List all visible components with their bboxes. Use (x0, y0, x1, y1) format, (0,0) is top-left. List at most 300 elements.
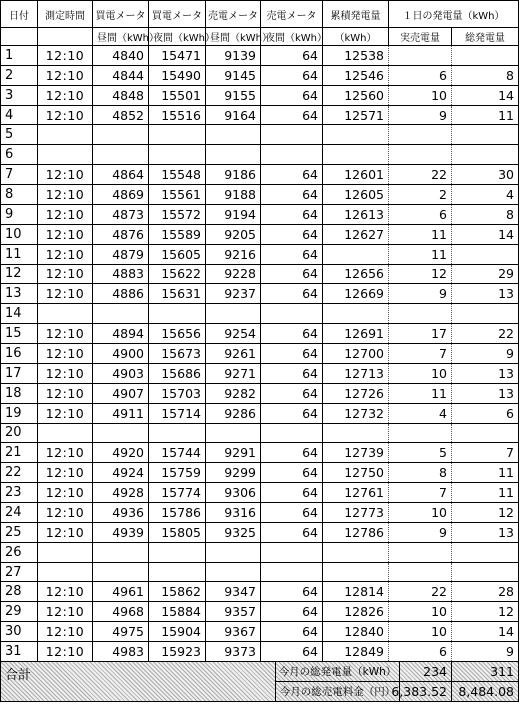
sell-night-cell: 64 (261, 443, 323, 462)
sell-day-cell: 9254 (206, 324, 261, 343)
buy-night-cell: 15471 (149, 46, 206, 65)
header-buy-day: 買電メータ (93, 1, 149, 27)
cumulative-cell (323, 543, 389, 562)
subheader-sell-day: 昼間（kWh） (206, 28, 261, 45)
subheader-sell-night: 夜間（kWh） (261, 28, 323, 45)
header-cumulative: 累積発電量 (323, 1, 389, 27)
actual-sell-cell: 7 (389, 344, 452, 363)
time-cell: 12:10 (38, 205, 93, 224)
sell-night-cell (261, 145, 323, 164)
cumulative-cell: 12691 (323, 324, 389, 343)
cumulative-cell: 12571 (323, 106, 389, 125)
sell-day-cell (206, 125, 261, 144)
day-cell: 26 (0, 543, 38, 562)
buy-night-cell: 15501 (149, 86, 206, 105)
buy-day-cell: 4852 (93, 106, 149, 125)
total-gen-cell: 9 (452, 642, 519, 661)
table-row (0, 284, 519, 304)
total-gen-cell (452, 304, 519, 323)
total-gen-cell: 8 (452, 205, 519, 224)
day-cell: 25 (0, 523, 38, 542)
table-row (0, 483, 519, 503)
time-cell: 12:10 (38, 622, 93, 641)
time-cell: 12:10 (38, 602, 93, 621)
actual-sell-cell: 2 (389, 185, 452, 204)
buy-night-cell: 15805 (149, 523, 206, 542)
actual-sell-cell: 11 (389, 225, 452, 244)
total-gen-cell: 13 (452, 284, 519, 303)
time-cell (38, 125, 93, 144)
cumulative-cell: 12750 (323, 463, 389, 482)
time-cell (38, 563, 93, 582)
buy-day-cell: 4840 (93, 46, 149, 65)
time-cell: 12:10 (38, 225, 93, 244)
buy-day-cell (93, 145, 149, 164)
time-cell: 12:10 (38, 443, 93, 462)
buy-day-cell: 4903 (93, 364, 149, 383)
sell-day-cell: 9347 (206, 582, 261, 601)
sell-night-cell (261, 563, 323, 582)
actual-sell-cell: 5 (389, 443, 452, 462)
total-gen-cell: 13 (452, 384, 519, 403)
time-cell: 12:10 (38, 344, 93, 363)
cumulative-cell (323, 125, 389, 144)
buy-night-cell: 15673 (149, 344, 206, 363)
day-cell: 24 (0, 503, 38, 522)
buy-night-cell: 15703 (149, 384, 206, 403)
total-gen-cell: 28 (452, 582, 519, 601)
actual-sell-cell (389, 424, 452, 443)
buy-day-cell: 4883 (93, 265, 149, 284)
sell-day-cell: 9205 (206, 225, 261, 244)
day-cell: 15 (0, 324, 38, 343)
sell-night-cell: 64 (261, 106, 323, 125)
total-gen-cell: 29 (452, 265, 519, 284)
day-cell: 21 (0, 443, 38, 462)
table-row (0, 384, 519, 404)
cumulative-cell: 12761 (323, 483, 389, 502)
table-row (0, 563, 519, 583)
buy-night-cell: 15714 (149, 404, 206, 423)
header-sell-night: 売電メータ (261, 1, 323, 27)
table-row (0, 404, 519, 424)
monthly-total-gen: 311 (452, 662, 519, 681)
footer-row-generation (276, 662, 519, 682)
day-cell: 23 (0, 483, 38, 502)
day-cell: 2 (0, 66, 38, 85)
buy-night-cell: 15605 (149, 245, 206, 264)
table-row (0, 344, 519, 364)
sell-night-cell: 64 (261, 245, 323, 264)
total-gen-cell: 12 (452, 503, 519, 522)
day-cell: 19 (0, 404, 38, 423)
buy-day-cell (93, 543, 149, 562)
buy-night-cell: 15548 (149, 165, 206, 184)
sell-night-cell: 64 (261, 284, 323, 303)
buy-day-cell (93, 563, 149, 582)
sell-night-cell (261, 304, 323, 323)
buy-day-cell: 4911 (93, 404, 149, 423)
sell-day-cell: 9286 (206, 404, 261, 423)
buy-day-cell: 4894 (93, 324, 149, 343)
table-row (0, 602, 519, 622)
sell-day-cell: 9261 (206, 344, 261, 363)
buy-night-cell: 15631 (149, 284, 206, 303)
table-row (0, 106, 519, 126)
buy-day-cell: 4920 (93, 443, 149, 462)
total-gen-cell: 14 (452, 86, 519, 105)
day-cell: 13 (0, 284, 38, 303)
sell-day-cell: 9367 (206, 622, 261, 641)
day-cell: 7 (0, 165, 38, 184)
buy-day-cell: 4869 (93, 185, 149, 204)
buy-day-cell: 4924 (93, 463, 149, 482)
day-cell: 11 (0, 245, 38, 264)
actual-sell-cell: 17 (389, 324, 452, 343)
total-gen-cell: 6 (452, 404, 519, 423)
buy-night-cell: 15759 (149, 463, 206, 482)
buy-night-cell (149, 424, 206, 443)
cumulative-cell: 12656 (323, 265, 389, 284)
sell-day-cell (206, 563, 261, 582)
table-row (0, 364, 519, 384)
buy-night-cell: 15923 (149, 642, 206, 661)
buy-night-cell (149, 563, 206, 582)
buy-day-cell (93, 125, 149, 144)
time-cell (38, 145, 93, 164)
day-cell: 28 (0, 582, 38, 601)
buy-night-cell: 15656 (149, 324, 206, 343)
sell-night-cell: 64 (261, 185, 323, 204)
total-gen-cell: 13 (452, 364, 519, 383)
total-gen-cell: 11 (452, 106, 519, 125)
buy-night-cell (149, 125, 206, 144)
header-sell-day: 売電メータ (206, 1, 261, 27)
total-gen-cell (452, 125, 519, 144)
sell-day-cell: 9155 (206, 86, 261, 105)
sell-night-cell: 64 (261, 404, 323, 423)
table-row (0, 642, 519, 662)
sell-day-cell: 9373 (206, 642, 261, 661)
day-cell: 18 (0, 384, 38, 403)
header-buy-night: 買電メータ (149, 1, 206, 27)
actual-sell-cell: 4 (389, 404, 452, 423)
table-row (0, 86, 519, 106)
header-daily-group: １日の発電量（kWh） (389, 1, 519, 27)
buy-night-cell: 15589 (149, 225, 206, 244)
total-label: 合計 (5, 668, 32, 683)
cumulative-cell: 12538 (323, 46, 389, 65)
sell-night-cell: 64 (261, 344, 323, 363)
sell-night-cell: 64 (261, 225, 323, 244)
sell-night-cell: 64 (261, 165, 323, 184)
cumulative-cell: 12773 (323, 503, 389, 522)
actual-sell-cell: 9 (389, 523, 452, 542)
sell-night-cell (261, 543, 323, 562)
cumulative-cell: 12826 (323, 602, 389, 621)
cumulative-cell: 12560 (323, 86, 389, 105)
sell-night-cell: 64 (261, 523, 323, 542)
sell-night-cell: 64 (261, 602, 323, 621)
total-gen-cell: 13 (452, 523, 519, 542)
sell-night-cell: 64 (261, 503, 323, 522)
header-time: 測定時間 (38, 1, 93, 27)
actual-sell-cell: 10 (389, 503, 452, 522)
total-gen-cell (452, 245, 519, 264)
sell-night-cell: 64 (261, 324, 323, 343)
day-cell: 22 (0, 463, 38, 482)
actual-sell-cell: 22 (389, 165, 452, 184)
sell-day-cell: 9188 (206, 185, 261, 204)
sell-day-cell (206, 145, 261, 164)
cumulative-cell: 12601 (323, 165, 389, 184)
cumulative-cell (323, 424, 389, 443)
sell-day-cell: 9357 (206, 602, 261, 621)
footer-row-fee (276, 682, 519, 702)
buy-night-cell: 15786 (149, 503, 206, 522)
sell-day-cell: 9291 (206, 443, 261, 462)
actual-sell-cell: 22 (389, 582, 452, 601)
monthly-fee-total: 8,484.08 (452, 682, 519, 701)
sell-night-cell: 64 (261, 86, 323, 105)
table-row (0, 145, 519, 165)
sell-night-cell (261, 424, 323, 443)
buy-night-cell: 15622 (149, 265, 206, 284)
sell-day-cell: 9145 (206, 66, 261, 85)
cumulative-cell: 12726 (323, 384, 389, 403)
buy-night-cell (149, 304, 206, 323)
day-cell: 1 (0, 46, 38, 65)
sell-day-cell: 9216 (206, 245, 261, 264)
actual-sell-cell (389, 145, 452, 164)
day-cell: 27 (0, 563, 38, 582)
time-cell: 12:10 (38, 503, 93, 522)
buy-night-cell: 15884 (149, 602, 206, 621)
table-row (0, 304, 519, 324)
sell-day-cell: 9237 (206, 284, 261, 303)
day-cell: 29 (0, 602, 38, 621)
buy-day-cell: 4983 (93, 642, 149, 661)
day-cell: 9 (0, 205, 38, 224)
table-row (0, 503, 519, 523)
actual-sell-cell: 6 (389, 642, 452, 661)
buy-night-cell (149, 145, 206, 164)
subheader-actual-sell: 実売電量 (389, 28, 452, 45)
total-gen-cell: 14 (452, 622, 519, 641)
monthly-fee-label: 今月の総売電料金（円） (276, 682, 400, 701)
actual-sell-cell: 9 (389, 106, 452, 125)
actual-sell-cell: 11 (389, 384, 452, 403)
sell-day-cell (206, 424, 261, 443)
sell-night-cell: 64 (261, 66, 323, 85)
time-cell: 12:10 (38, 384, 93, 403)
day-cell: 6 (0, 145, 38, 164)
table-row (0, 225, 519, 245)
sell-day-cell: 9271 (206, 364, 261, 383)
buy-day-cell: 4848 (93, 86, 149, 105)
buy-night-cell: 15561 (149, 185, 206, 204)
subheader-buy-day: 昼間（kWh） (93, 28, 149, 45)
buy-day-cell: 4864 (93, 165, 149, 184)
actual-sell-cell (389, 563, 452, 582)
total-gen-cell: 11 (452, 463, 519, 482)
total-gen-cell: 22 (452, 324, 519, 343)
subheader-total-gen: 総発電量 (452, 28, 519, 45)
cumulative-cell: 12814 (323, 582, 389, 601)
sell-day-cell (206, 543, 261, 562)
total-gen-cell: 4 (452, 185, 519, 204)
sell-night-cell: 64 (261, 384, 323, 403)
day-cell: 31 (0, 642, 38, 661)
buy-night-cell: 15572 (149, 205, 206, 224)
buy-day-cell: 4968 (93, 602, 149, 621)
header-row (0, 0, 519, 28)
table-row (0, 265, 519, 285)
time-cell: 12:10 (38, 185, 93, 204)
day-cell: 30 (0, 622, 38, 641)
cumulative-cell (323, 145, 389, 164)
buy-night-cell: 15490 (149, 66, 206, 85)
table-row (0, 622, 519, 642)
cumulative-cell: 12713 (323, 364, 389, 383)
sell-night-cell: 64 (261, 46, 323, 65)
table-row (0, 523, 519, 543)
time-cell: 12:10 (38, 404, 93, 423)
time-cell (38, 424, 93, 443)
cumulative-cell: 12605 (323, 185, 389, 204)
day-cell: 4 (0, 106, 38, 125)
cumulative-cell: 12849 (323, 642, 389, 661)
table-row (0, 463, 519, 483)
sell-day-cell: 9139 (206, 46, 261, 65)
table-row (0, 205, 519, 225)
sell-day-cell (206, 304, 261, 323)
sell-day-cell: 9306 (206, 483, 261, 502)
subheader-row (0, 28, 519, 46)
actual-sell-cell: 10 (389, 602, 452, 621)
sell-night-cell: 64 (261, 364, 323, 383)
monthly-actual-sell: 234 (400, 662, 452, 681)
monthly-fee-actual: 6,383.52 (400, 682, 452, 701)
day-cell: 8 (0, 185, 38, 204)
total-gen-cell: 11 (452, 483, 519, 502)
buy-day-cell: 4873 (93, 205, 149, 224)
total-gen-cell: 7 (452, 443, 519, 462)
cumulative-cell: 12627 (323, 225, 389, 244)
actual-sell-cell: 12 (389, 265, 452, 284)
sell-night-cell: 64 (261, 622, 323, 641)
sell-day-cell: 9164 (206, 106, 261, 125)
total-gen-cell: 30 (452, 165, 519, 184)
buy-night-cell: 15686 (149, 364, 206, 383)
cumulative-cell (323, 563, 389, 582)
sell-day-cell: 9325 (206, 523, 261, 542)
table-row (0, 66, 519, 86)
day-cell: 17 (0, 364, 38, 383)
actual-sell-cell (389, 46, 452, 65)
table-row (0, 185, 519, 205)
actual-sell-cell: 9 (389, 284, 452, 303)
sell-day-cell: 9316 (206, 503, 261, 522)
sell-day-cell: 9194 (206, 205, 261, 224)
total-gen-cell (452, 424, 519, 443)
time-cell (38, 304, 93, 323)
total-gen-cell (452, 46, 519, 65)
cumulative-cell: 12840 (323, 622, 389, 641)
actual-sell-cell: 11 (389, 245, 452, 264)
total-gen-cell (452, 563, 519, 582)
actual-sell-cell: 8 (389, 463, 452, 482)
table-row (0, 424, 519, 444)
buy-day-cell: 4936 (93, 503, 149, 522)
sell-night-cell: 64 (261, 642, 323, 661)
cumulative-cell: 12669 (323, 284, 389, 303)
buy-day-cell: 4876 (93, 225, 149, 244)
day-cell: 16 (0, 344, 38, 363)
buy-night-cell: 15744 (149, 443, 206, 462)
actual-sell-cell: 6 (389, 205, 452, 224)
sell-day-cell: 9299 (206, 463, 261, 482)
time-cell: 12:10 (38, 245, 93, 264)
header-day: 日付 (0, 1, 38, 27)
buy-day-cell: 4939 (93, 523, 149, 542)
actual-sell-cell: 6 (389, 66, 452, 85)
cumulative-cell: 12786 (323, 523, 389, 542)
buy-day-cell: 4907 (93, 384, 149, 403)
time-cell (38, 543, 93, 562)
table-row (0, 443, 519, 463)
time-cell: 12:10 (38, 284, 93, 303)
table-row (0, 46, 519, 66)
cumulative-cell: 12732 (323, 404, 389, 423)
sell-day-cell: 9228 (206, 265, 261, 284)
buy-day-cell (93, 424, 149, 443)
subheader-buy-night: 夜間（kWh） (149, 28, 206, 45)
day-cell: 5 (0, 125, 38, 144)
sell-day-cell: 9282 (206, 384, 261, 403)
buy-day-cell: 4886 (93, 284, 149, 303)
table-row (0, 245, 519, 265)
day-cell: 14 (0, 304, 38, 323)
sell-night-cell: 64 (261, 483, 323, 502)
actual-sell-cell: 10 (389, 86, 452, 105)
actual-sell-cell: 10 (389, 622, 452, 641)
cumulative-cell: 12700 (323, 344, 389, 363)
time-cell: 12:10 (38, 642, 93, 661)
sell-night-cell: 64 (261, 582, 323, 601)
time-cell: 12:10 (38, 582, 93, 601)
sell-night-cell: 64 (261, 463, 323, 482)
total-gen-cell: 12 (452, 602, 519, 621)
sell-day-cell: 9186 (206, 165, 261, 184)
actual-sell-cell: 7 (389, 483, 452, 502)
subheader-cumulative: （kWh） (323, 28, 389, 45)
table-row (0, 324, 519, 344)
buy-day-cell: 4961 (93, 582, 149, 601)
buy-day-cell: 4928 (93, 483, 149, 502)
time-cell: 12:10 (38, 463, 93, 482)
actual-sell-cell (389, 125, 452, 144)
total-gen-cell: 8 (452, 66, 519, 85)
actual-sell-cell (389, 543, 452, 562)
time-cell: 12:10 (38, 86, 93, 105)
time-cell: 12:10 (38, 523, 93, 542)
buy-night-cell (149, 543, 206, 562)
buy-day-cell (93, 304, 149, 323)
monthly-gen-label: 今月の総発電量（kWh） (276, 662, 400, 681)
time-cell: 12:10 (38, 46, 93, 65)
cumulative-cell: 12613 (323, 205, 389, 224)
